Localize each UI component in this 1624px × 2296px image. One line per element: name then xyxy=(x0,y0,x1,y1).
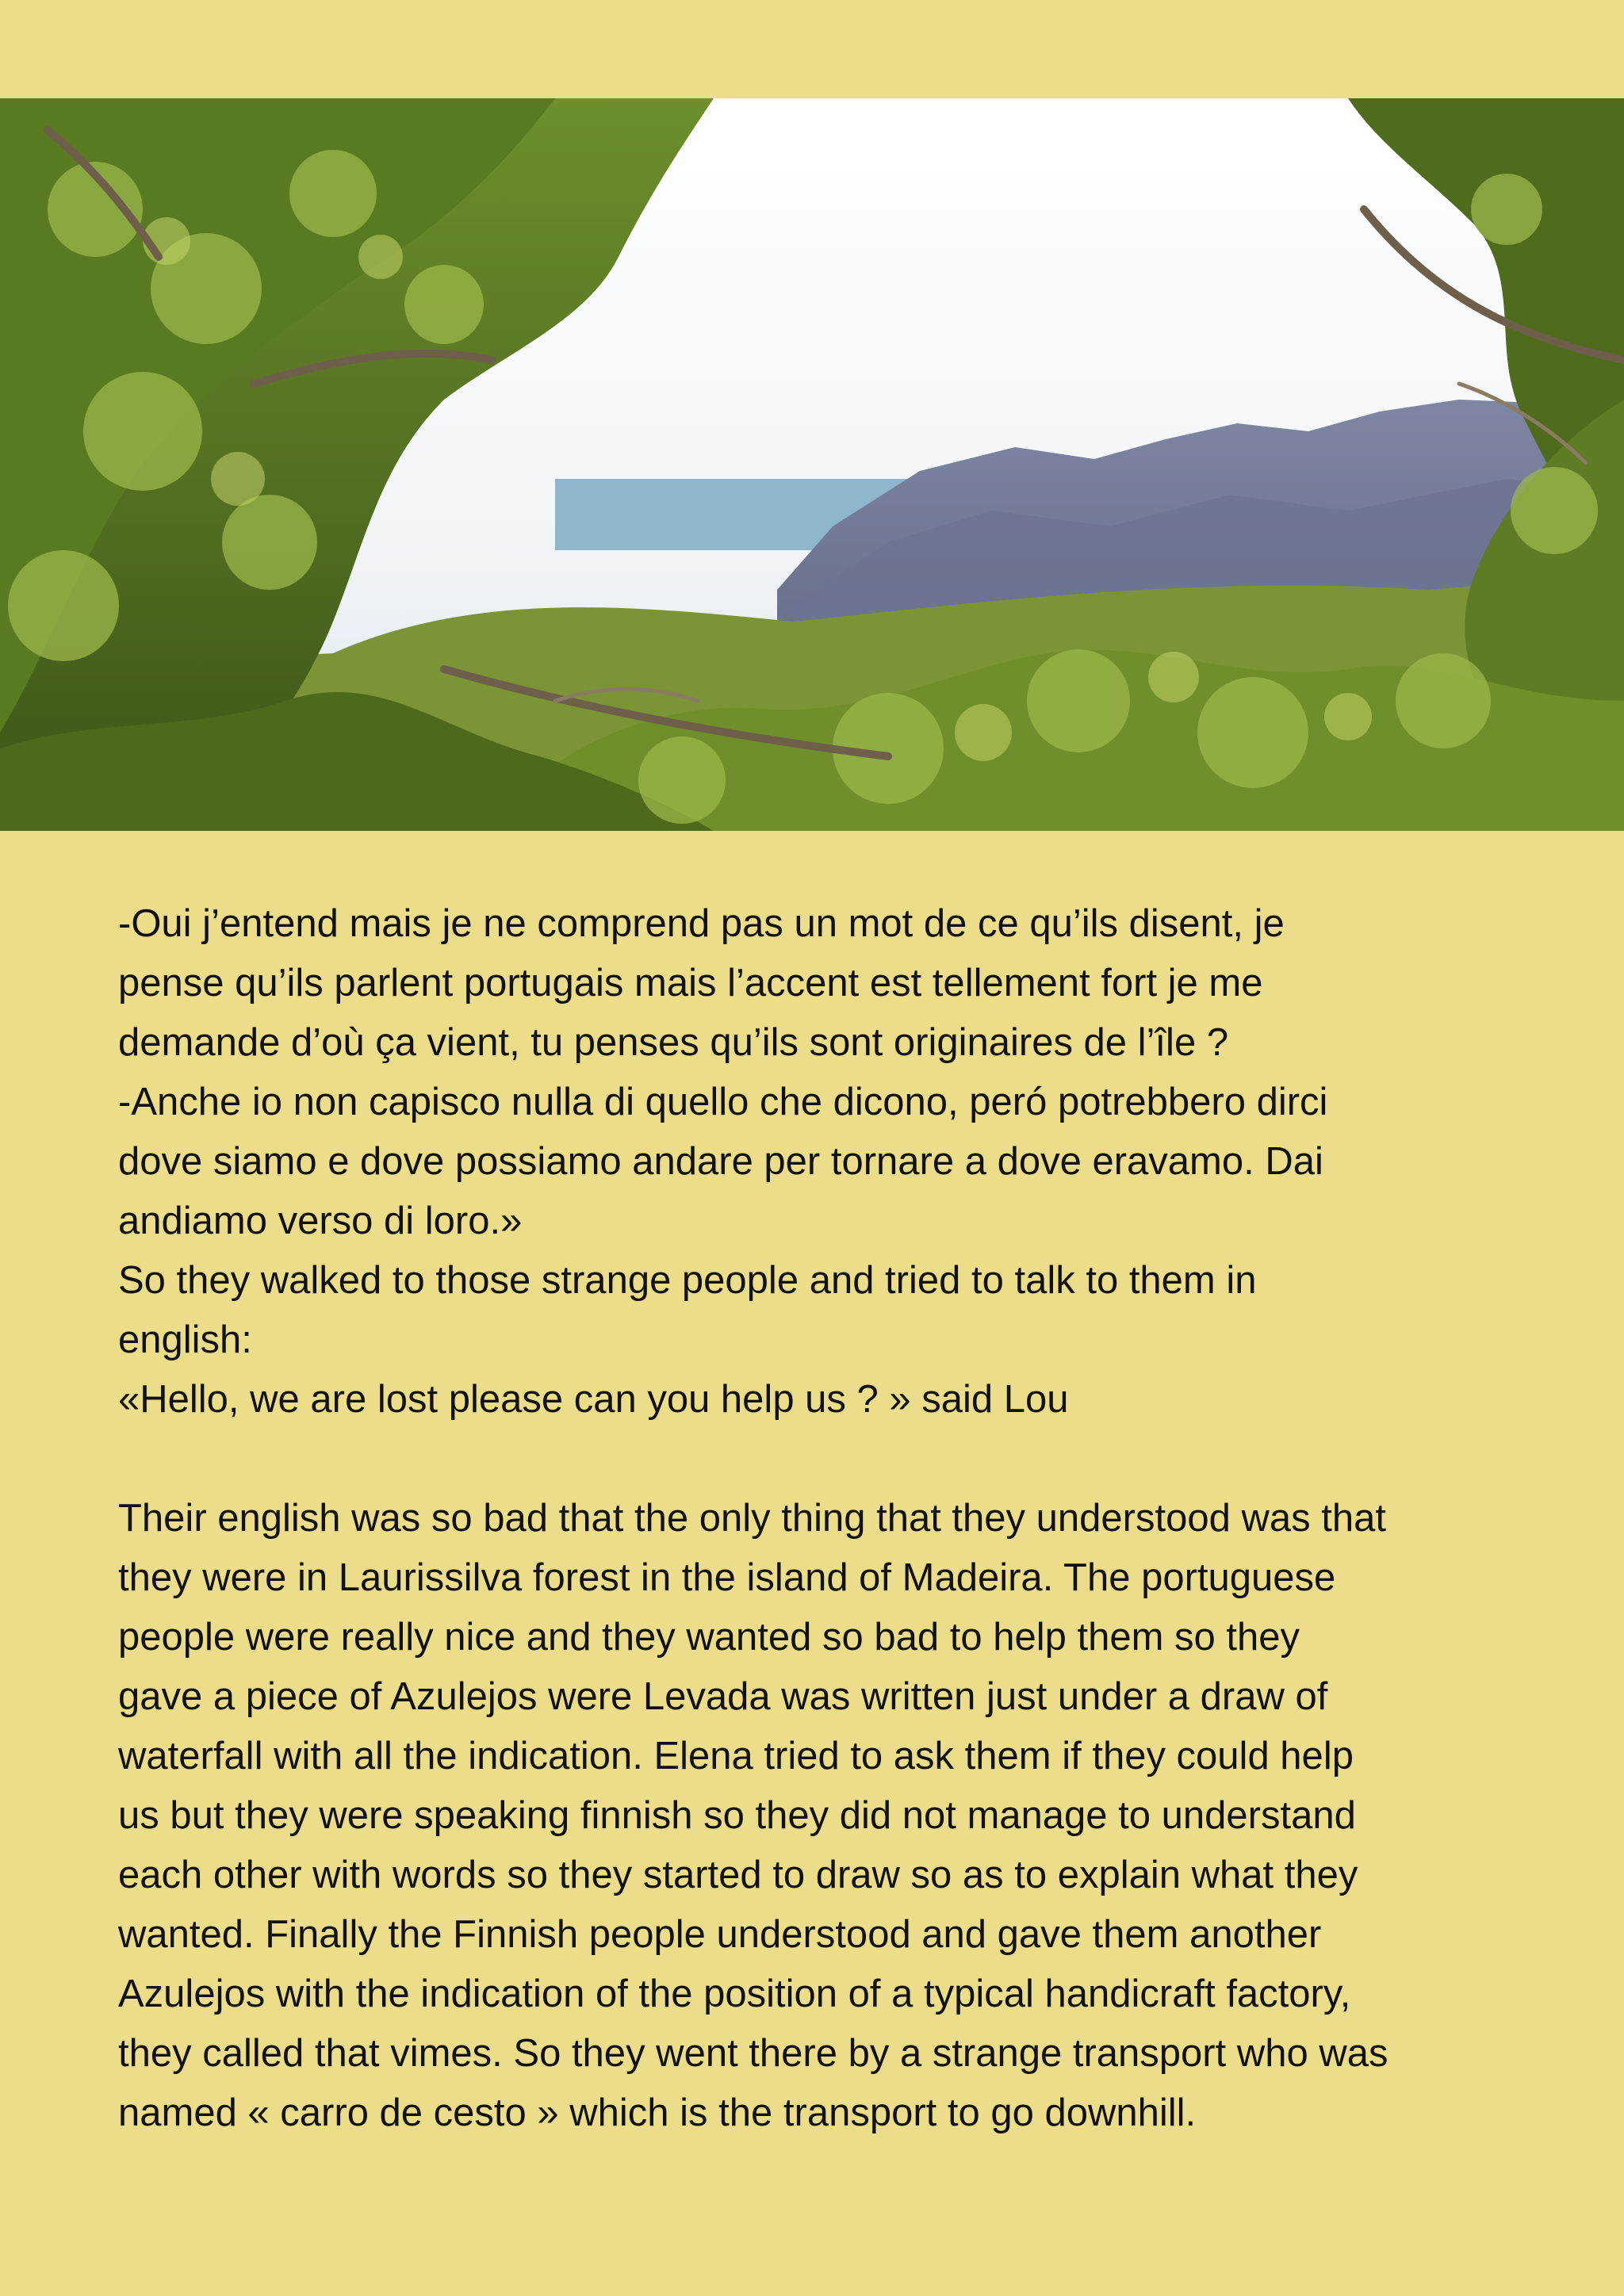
dialogue-line: So they walked to those strange people and tried to talk to them in xyxy=(118,1259,1257,1302)
narrative-line: they called that vimes. So they went there by a strange transport who was xyxy=(118,2032,1388,2075)
narrative-line: Azulejos with the indication of the position of a typical handicraft factory, xyxy=(118,1973,1351,2015)
narrative-line: people were really nice and they wanted so bad to help them so they xyxy=(118,1616,1300,1659)
narrative-line: Their english was so bad that the only thing that they understood was that xyxy=(118,1497,1386,1540)
narrative-line: each other with words so they started to draw so as to explain what they xyxy=(118,1854,1358,1896)
dialogue-line: pense qu’ils parlent portugais mais l’accent est tellement fort je me xyxy=(118,962,1263,1004)
narrative-line: named « carro de cesto » which is the transport to go downhill. xyxy=(118,2091,1197,2134)
dialogue-line: english: xyxy=(118,1318,252,1361)
dialogue-line: andiamo verso di loro.» xyxy=(118,1200,523,1242)
dialogue-line: -Oui j’entend mais je ne comprend pas un mot de ce qu’ils disent, je xyxy=(118,902,1285,945)
dialogue-line: demande d’où ça vient, tu penses qu’ils sont originaires de l’île ? xyxy=(118,1021,1229,1064)
narrative-line: gave a piece of Azulejos were Levada was written just under a draw of xyxy=(118,1675,1328,1718)
dialogue-line: dove siamo e dove possiamo andare per tornare a dove eravamo. Dai xyxy=(118,1140,1323,1183)
narrative-line: they were in Laurissilva forest in the island of Madeira. The portuguese xyxy=(118,1556,1336,1599)
dialogue-line: -Anche io non capisco nulla di quello che dicono, peró potrebbero dirci xyxy=(118,1081,1328,1123)
dialogue-line: «Hello, we are lost please can you help us ? » said Lou xyxy=(118,1378,1069,1421)
paragraph-spacer xyxy=(118,1429,1569,1489)
forest-mountain-photo xyxy=(0,98,1624,831)
narrative-line: waterfall with all the indication. Elena tried to ask them if they could help xyxy=(118,1735,1354,1777)
narrative-line: us but they were speaking finnish so they did not manage to understand xyxy=(118,1794,1356,1837)
narrative-line: wanted. Finally the Finnish people understood and gave them another xyxy=(118,1913,1322,1956)
story-text xyxy=(118,894,1569,2143)
